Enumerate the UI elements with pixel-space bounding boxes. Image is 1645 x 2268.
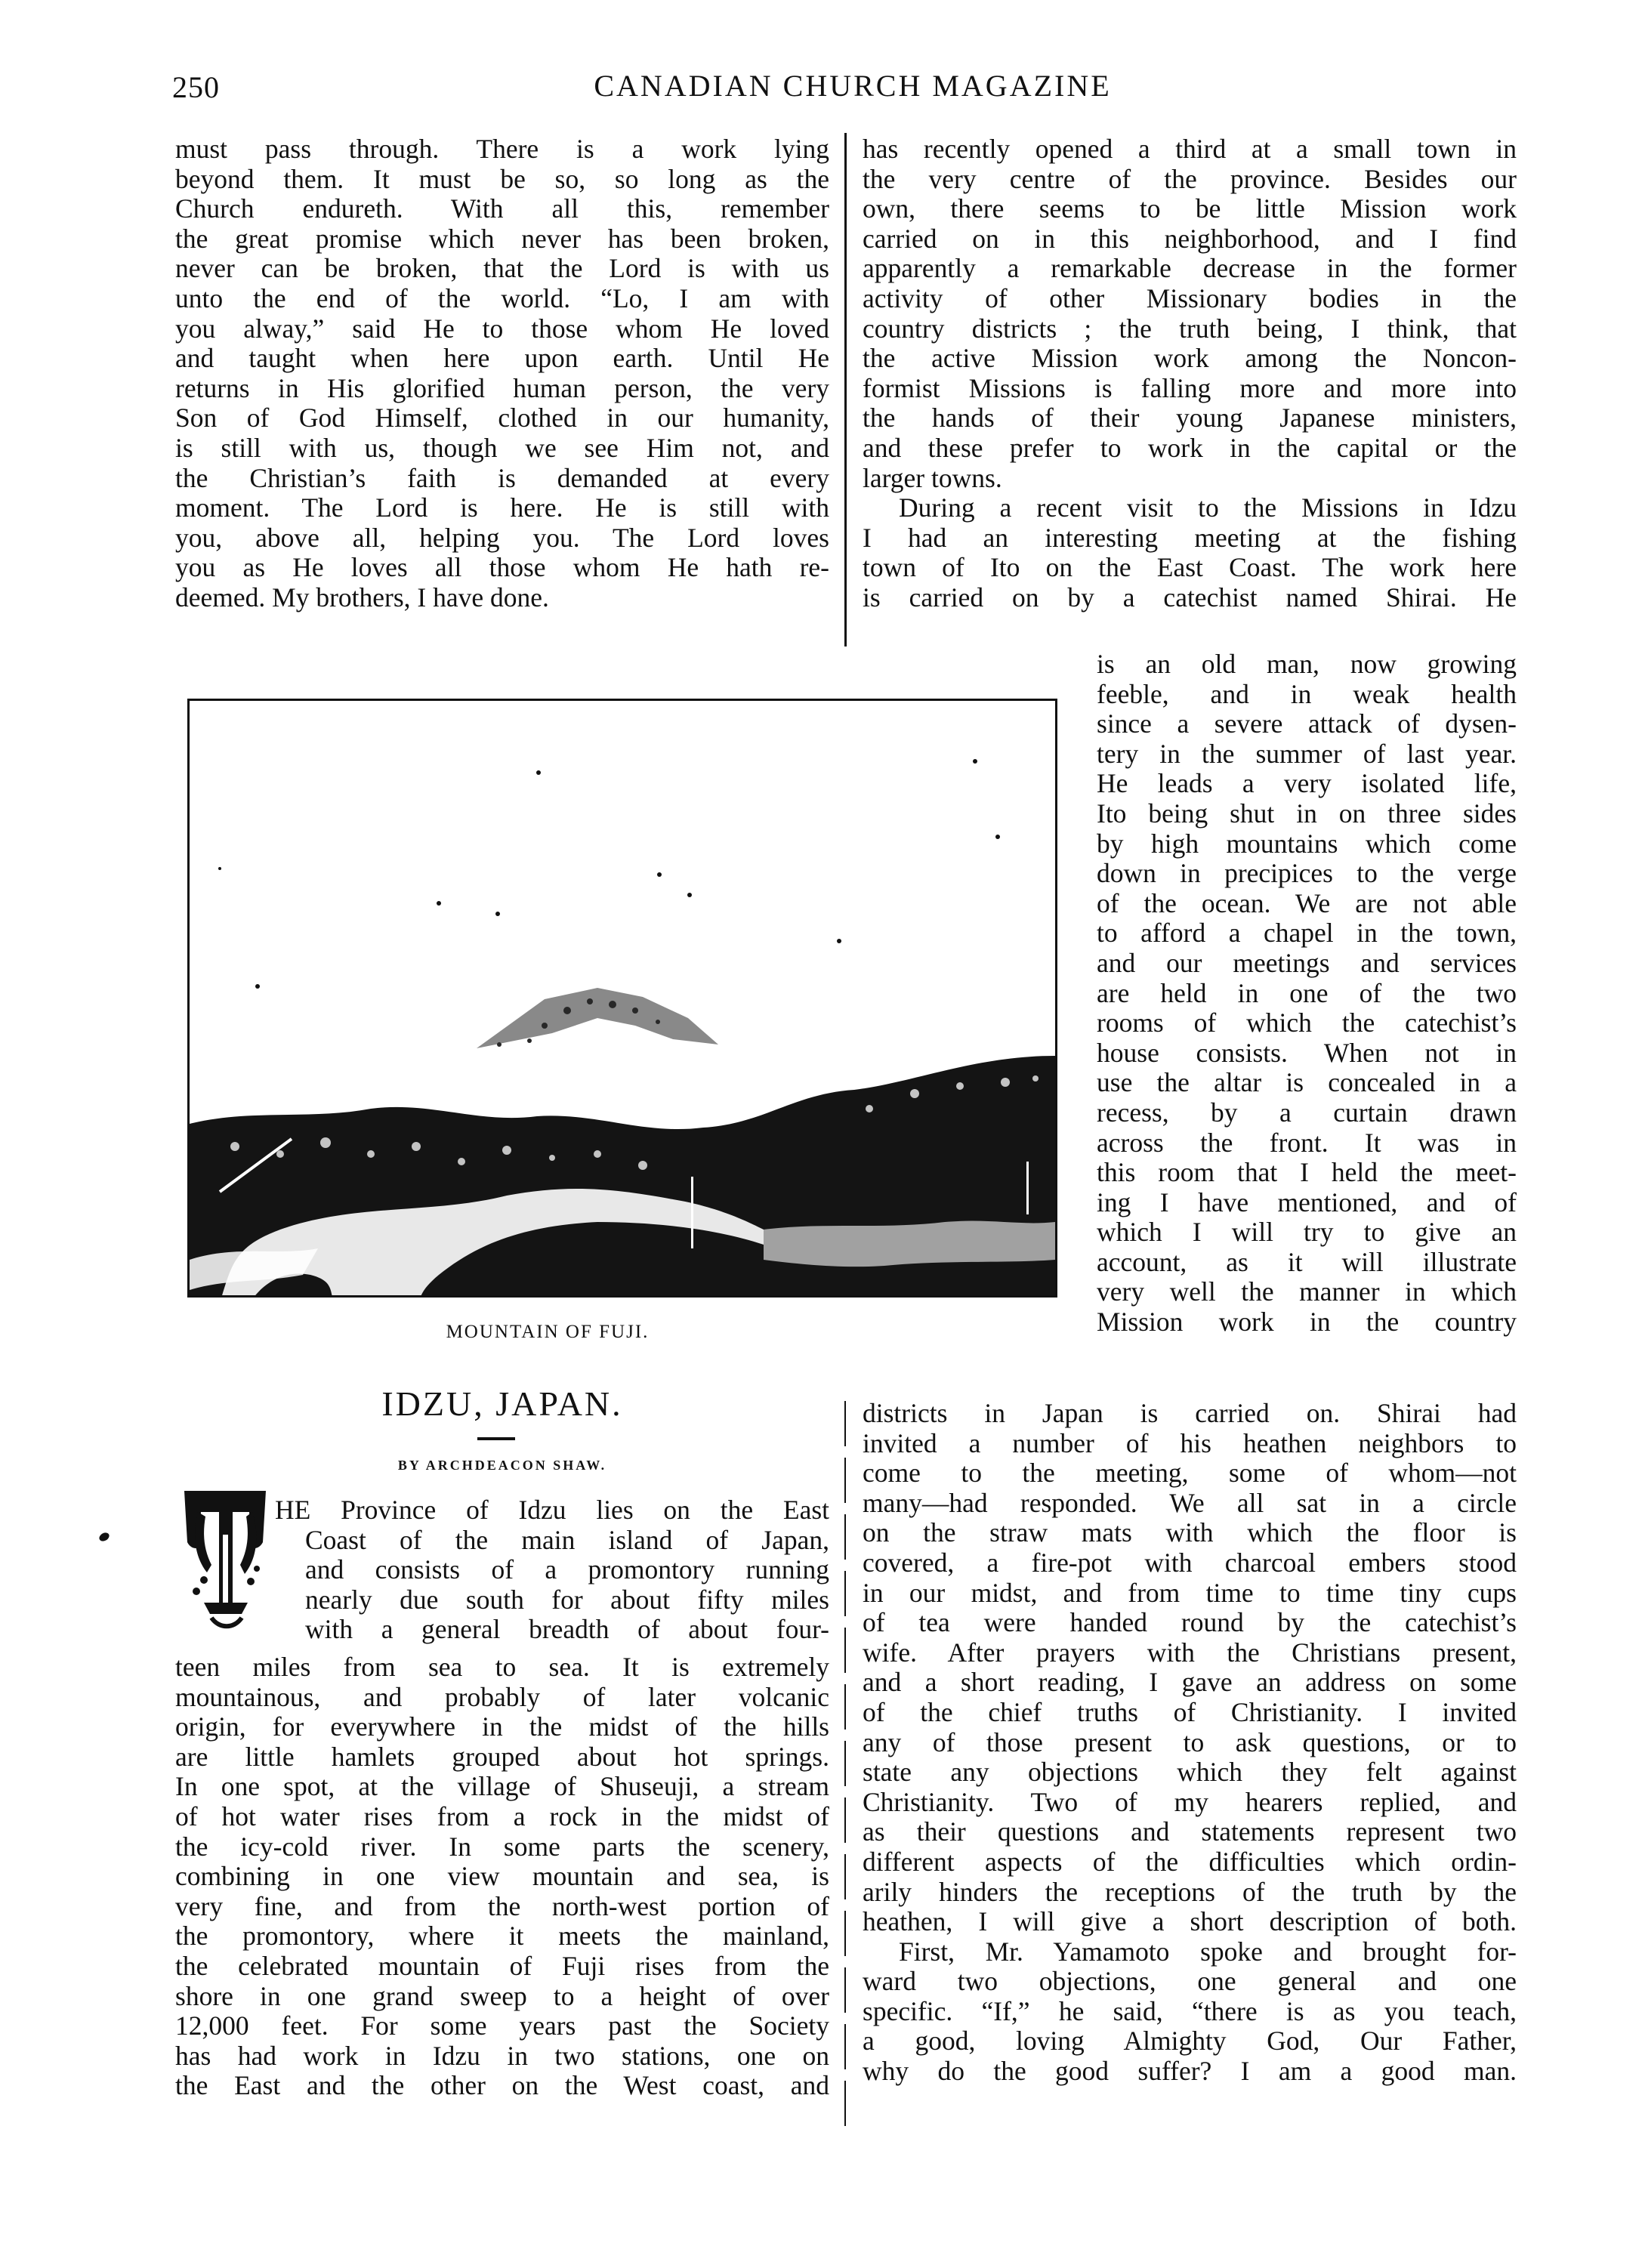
text-line: very fine, and from the north-west portion of (175, 1890, 829, 1921)
text-line: Son of God Himself, clothed in our humanity, (175, 403, 829, 434)
text-line: the East and the other on the West coast, and (175, 2070, 829, 2101)
text-line: the great promise which never has been broken, (175, 223, 829, 254)
text-line: with a general breadth of about four- (305, 1614, 829, 1645)
text-line: own, there seems to be little Mission work (863, 193, 1517, 224)
text-line: the icy-cold river. In some parts the scenery, (175, 1831, 829, 1862)
text-line: deemed. My brothers, I have done. (175, 582, 549, 613)
text-line: nearly due south for about fifty miles (305, 1584, 829, 1615)
text-line: of the chief truths of Christianity. I invited (863, 1696, 1517, 1727)
text-line: ing I have mentioned, and of (1097, 1186, 1517, 1217)
text-line: by high mountains which come (1097, 828, 1517, 859)
text-line: First, Mr. Yamamoto spoke and brought for- (899, 1936, 1517, 1967)
column-divider-bottom (844, 1401, 846, 2134)
text-line: is an old man, now growing (1097, 649, 1517, 679)
text-line: rooms of which the catechist’s (1097, 1007, 1517, 1038)
text-line: During a recent visit to the Missions in Idzu (899, 492, 1517, 523)
text-line: state any objections which they felt against (863, 1757, 1517, 1788)
text-line: arily hinders the receptions of the truth by the (863, 1876, 1517, 1907)
text-line: down in precipices to the verge (1097, 858, 1517, 889)
text-line: and a short reading, I gave an address on some (863, 1667, 1517, 1698)
text-line: shore in one grand sweep to a height of over (175, 1980, 829, 2011)
text-line: and consists of a promontory running (305, 1554, 829, 1585)
text-line: wife. After prayers with the Christians present, (863, 1637, 1517, 1668)
margin-ink-mark (97, 1531, 110, 1543)
text-line: heathen, I will give a short description of both. (863, 1906, 1517, 1937)
text-line: carried on in this neighborhood, and I find (863, 223, 1517, 254)
text-line: In one spot, at the village of Shuseuji, a stream (175, 1771, 829, 1802)
text-line: account, as it will illustrate (1097, 1246, 1517, 1277)
text-line: feeble, and in weak health (1097, 678, 1517, 709)
text-line: and these prefer to work in the capital or the (863, 432, 1517, 463)
text-line: you as He loves all those whom He hath re- (175, 552, 829, 583)
text-line: tery in the summer of last year. (1097, 738, 1517, 769)
text-line: I had an interesting meeting at the fishing (863, 522, 1517, 553)
text-line: on the straw mats with which the floor is (863, 1517, 1517, 1548)
text-line: of tea were handed round by the catechist’s (863, 1607, 1517, 1638)
text-line: beyond them. It must be so, so long as the (175, 163, 829, 194)
text-line: ward two objections, one general and one (863, 1966, 1517, 1997)
figure-caption: MOUNTAIN OF FUJI. (446, 1322, 650, 1342)
text-line: of hot water rises from a rock in the midst of (175, 1801, 829, 1831)
text-line: this room that I held the meet- (1097, 1157, 1517, 1188)
text-line: covered, a fire-pot with charcoal embers stood (863, 1547, 1517, 1578)
text-line: must pass through. There is a work lying (175, 134, 829, 164)
text-line: teen miles from sea to sea. It is extremely (175, 1652, 829, 1682)
text-line: Christianity. Two of my hearers replied, and (863, 1786, 1517, 1817)
text-line: country districts ; the truth being, I think, that (863, 313, 1517, 344)
drop-cap-t-icon (181, 1489, 270, 1631)
text-line: as their questions and statements represent two (863, 1816, 1517, 1847)
article-title: IDZU, JAPAN. (381, 1384, 623, 1423)
text-line: the promontory, where it meets the mainland, (175, 1921, 829, 1952)
right-column-top-text (863, 134, 1517, 613)
text-line: which I will try to give an (1097, 1217, 1517, 1248)
text-line: Church endureth. With all this, remember (175, 193, 829, 224)
right-column-narrow-text (1097, 650, 1517, 1338)
text-line: the celebrated mountain of Fuji rises from the (175, 1950, 829, 1981)
text-line: the Christian’s faith is demanded at every (175, 462, 829, 493)
text-line: origin, for everywhere in the midst of the hills (175, 1711, 829, 1742)
text-line: specific. “If,” he said, “there is as you teach, (863, 1995, 1517, 2026)
text-line: invited a number of his heathen neighbors to (863, 1427, 1517, 1458)
text-line: of the ocean. We are not able (1097, 887, 1517, 918)
text-line: the active Mission work among the Noncon- (863, 343, 1517, 374)
text-line: house consists. When not in (1097, 1037, 1517, 1068)
text-line: is still with us, though we see Him not, and (175, 432, 829, 463)
text-line: is carried on by a catechist named Shirai. He (863, 582, 1517, 613)
left-column-bottom-text (175, 1652, 829, 2101)
text-line: never can be broken, that the Lord is with us (175, 253, 829, 284)
text-line: Mission work in the country (1097, 1307, 1517, 1338)
text-line: many—had responded. We all sat in a circle (863, 1487, 1517, 1518)
text-line: since a severe attack of dysen- (1097, 708, 1517, 739)
text-line: to afford a chapel in the town, (1097, 918, 1517, 949)
text-line: 12,000 feet. For some years past the Society (175, 2010, 829, 2041)
text-line: in our midst, and from time to time tiny cups (863, 1577, 1517, 1608)
article-intro-text (275, 1495, 829, 1645)
text-line: you, above all, helping you. The Lord loves (175, 522, 829, 553)
right-column-bottom-text (863, 1399, 1517, 2087)
text-line: unto the end of the world. “Lo, I am with (175, 282, 829, 313)
text-line: across the front. It was in (1097, 1127, 1517, 1158)
left-column-top-text (175, 134, 829, 613)
text-line: districts in Japan is carried on. Shirai had (863, 1398, 1517, 1428)
text-line: very well the manner in which (1097, 1276, 1517, 1307)
text-line: town of Ito on the East Coast. The work here (863, 552, 1517, 583)
text-line: use the altar is concealed in a (1097, 1067, 1517, 1098)
text-line: He leads a very isolated life, (1097, 768, 1517, 799)
text-line: come to the meeting, some of whom—not (863, 1458, 1517, 1489)
text-line: any of those present to ask questions, or to (863, 1726, 1517, 1757)
text-line: formist Missions is falling more and more into (863, 372, 1517, 403)
text-line: HE Province of Idzu lies on the East (275, 1495, 829, 1525)
text-line: activity of other Missionary bodies in the (863, 282, 1517, 313)
text-line: recess, by a curtain drawn (1097, 1097, 1517, 1128)
text-line: a good, loving Almighty God, Our Father, (863, 2026, 1517, 2057)
ornamental-drop-cap-t (181, 1489, 270, 1631)
text-line: are held in one of the two (1097, 977, 1517, 1008)
page-number: 250 (172, 70, 220, 104)
text-line: returns in His glorified human person, the very (175, 372, 829, 403)
text-line: has had work in Idzu in two stations, one on (175, 2040, 829, 2071)
fuji-illustration (187, 699, 1057, 1298)
title-divider (477, 1437, 515, 1440)
text-line: combining in one view mountain and sea, is (175, 1861, 829, 1892)
text-line: the very centre of the province. Besides our (863, 163, 1517, 194)
mountain-landscape-image (190, 701, 1055, 1295)
text-line: why do the good suffer? I am a good man. (863, 2056, 1517, 2087)
column-divider-top (844, 133, 847, 646)
text-line: Coast of the main island of Japan, (305, 1524, 829, 1555)
running-title: CANADIAN CHURCH MAGAZINE (594, 69, 1112, 103)
text-line: you alway,” said He to those whom He loved (175, 313, 829, 344)
text-line: and our meetings and services (1097, 947, 1517, 978)
text-line: has recently opened a third at a small town in (863, 134, 1517, 164)
text-line: Ito being shut in on three sides (1097, 798, 1517, 829)
text-line: different aspects of the difficulties which ordin- (863, 1846, 1517, 1877)
text-line: apparently a remarkable decrease in the former (863, 253, 1517, 284)
text-line: and taught when here upon earth. Until He (175, 343, 829, 374)
article-byline: BY ARCHDEACON SHAW. (397, 1458, 607, 1473)
text-line: the hands of their young Japanese ministers, (863, 403, 1517, 434)
text-line: moment. The Lord is here. He is still with (175, 492, 829, 523)
text-line: mountainous, and probably of later volcanic (175, 1681, 829, 1712)
text-line: are little hamlets grouped about hot springs. (175, 1741, 829, 1772)
text-line: larger towns. (863, 462, 1002, 493)
